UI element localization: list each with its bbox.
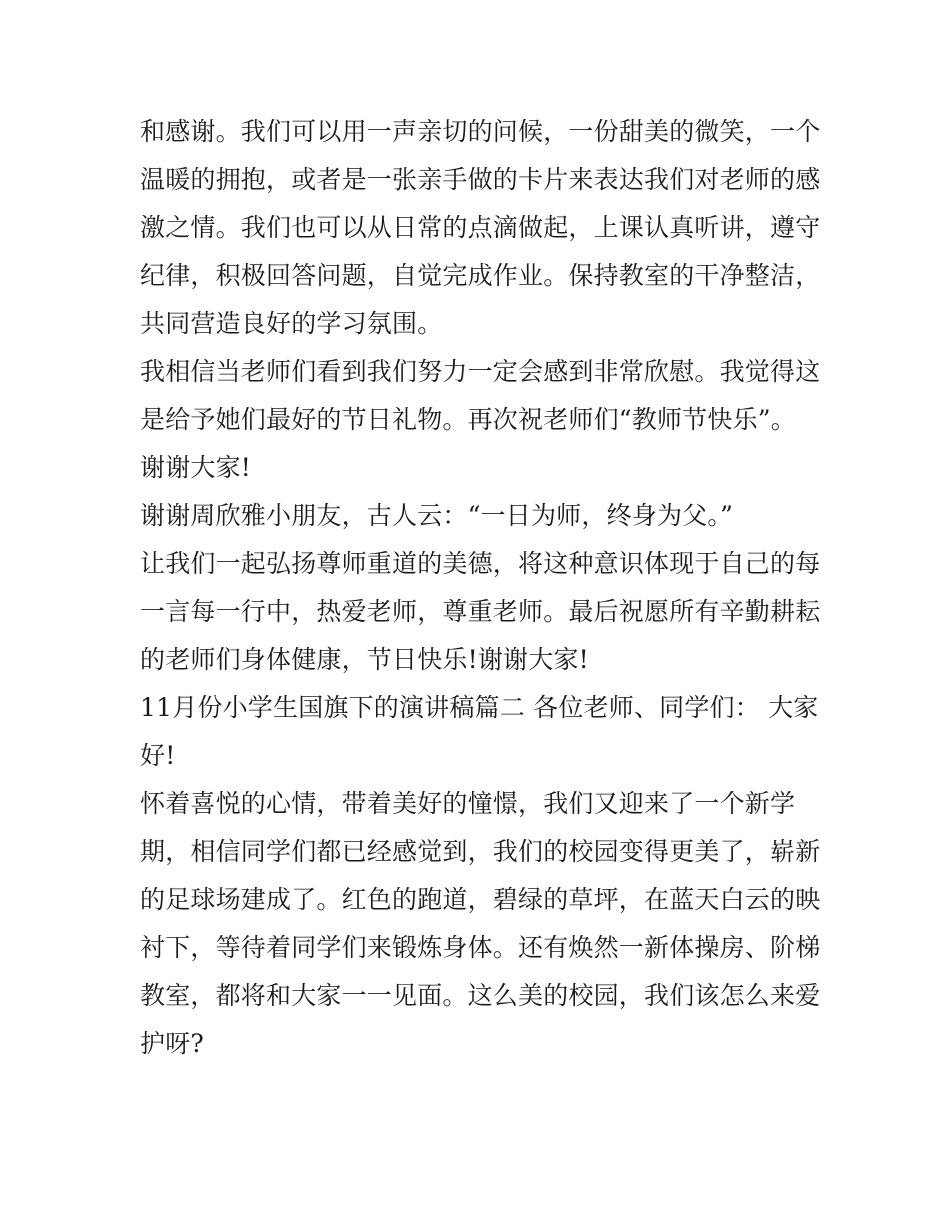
text-line: 让我们一起弘扬尊师重道的美德，将这种意识体现于自己的每 [140,549,821,578]
text-line: 共同营造良好的学习氛围。 [140,309,443,338]
text-line: 谢谢周欣雅小朋友，古人云：“一日为师，终身为父。” [140,501,734,530]
text-line: 期，相信同学们都已经感觉到，我们的校园变得更美了，崭新 [140,837,821,866]
text-line: 好! [140,741,176,770]
text-line: 温暖的拥抱，或者是一张亲手做的卡片来表达我们对老师的感 [140,165,821,194]
text-line: 是给予她们最好的节日礼物。再次祝老师们“教师节快乐”。 [140,405,796,434]
text-line: 怀着喜悦的心情，带着美好的憧憬，我们又迎来了一个新学 [140,789,796,818]
text-line: 教室，都将和大家一一见面。这么美的校园，我们该怎么来爱 [140,981,821,1010]
text-line: 11月份小学生国旗下的演讲稿篇二 各位老师、同学们： 大家 [140,693,819,722]
text-line: 谢谢大家! [140,453,252,482]
text-line: 和感谢。我们可以用一声亲切的问候，一份甜美的微笑，一个 [140,117,821,146]
document-body [140,108,821,1068]
text-line: 护呀? [140,1029,205,1058]
text-line: 的足球场建成了。红色的跑道，碧绿的草坪，在蓝天白云的映 [140,885,821,914]
text-line: 衬下，等待着同学们来锻炼身体。还有焕然一新体操房、阶梯 [140,933,821,962]
text-line: 的老师们身体健康，节日快乐!谢谢大家! [140,645,589,674]
text-line: 一言每一行中，热爱老师，尊重老师。最后祝愿所有辛勤耕耘 [140,597,821,626]
text-line: 纪律，积极回答问题，自觉完成作业。保持教室的干净整洁， [140,261,821,290]
text-line: 我相信当老师们看到我们努力一定会感到非常欣慰。我觉得这 [140,357,821,386]
text-line: 激之情。我们也可以从日常的点滴做起，上课认真听讲，遵守 [140,213,821,242]
